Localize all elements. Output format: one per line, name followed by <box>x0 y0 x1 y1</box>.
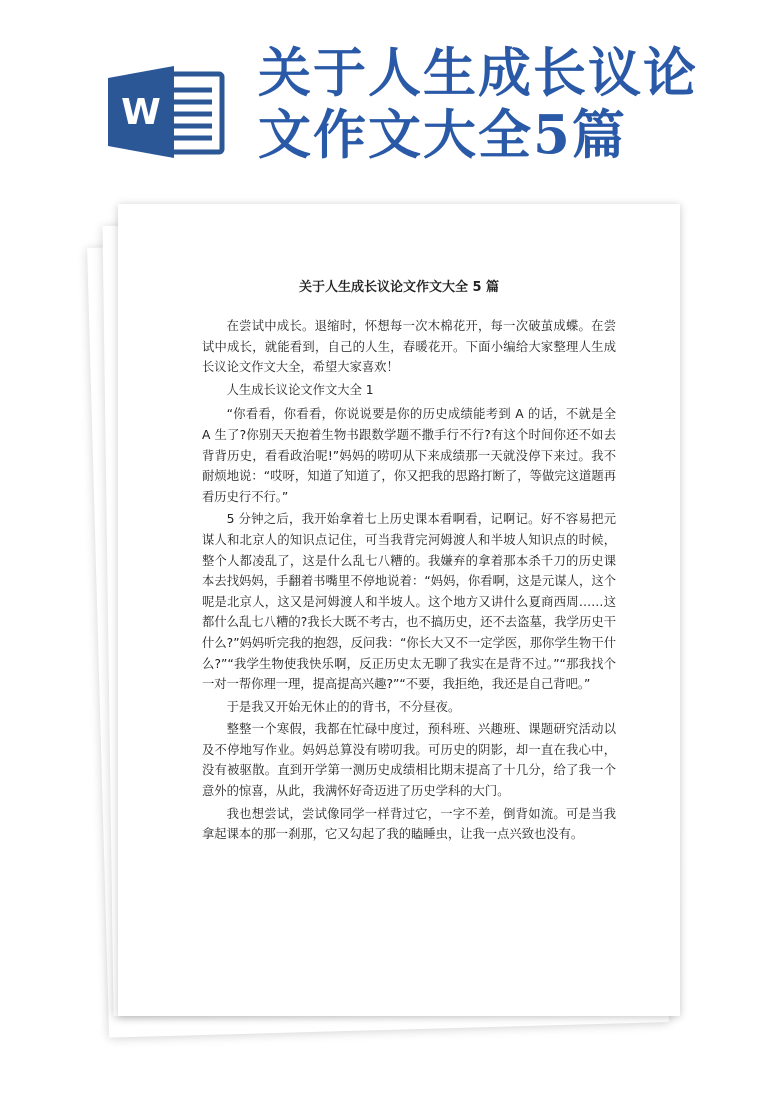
paragraph: “你看看，你看看，你说说要是你的历史成绩能考到 A 的话，不就是全 A 生了?你别天天抱着生物书跟数学题不撒手行不行?有这个时间你还不如去背背历史，看看政治呢!”妈妈的唠叨从下来成绩那一天就没停下来过。我不耐烦地说：“哎呀，知道了知道了，你又把我的思路打断了，等做完这道题再看历史行不行。” <box>202 407 616 504</box>
section-heading: 人生成长议论文作文大全 1 <box>226 382 374 397</box>
paragraph: 我也想尝试，尝试像同学一样背过它，一字不差，倒背如流。可是当我拿起课本的那一刹那，它又勾起了我的瞌睡虫，让我一点兴致也没有。 <box>202 806 616 842</box>
word-logo-icon <box>108 64 226 160</box>
banner-title <box>258 42 738 166</box>
document-title: 关于人生成长议论文作文大全 5 篇 <box>298 280 500 295</box>
paragraph: 于是我又开始无休止的的背书，不分昼夜。 <box>226 699 461 714</box>
paragraph: 5 分钟之后，我开始拿着七上历史课本看啊看，记啊记。好不容易把元谋人和北京人的知识点记住，可当我背完河姆渡人和半坡人知识点的时候，整个人都凌乱了，这是什么乱七八糟的。我嫌弃的拿着那本杀千刀的历史课本去找妈妈，手翻着书嘴里不停地说着：“妈妈，你看啊，这是元谋人，这个呢是北京人，这又是河姆渡人和半坡人。这个地方又讲什么夏商西周……这都什么乱七八糟的?我长大既不考古，也不搞历史，还不去盗墓，我学历史干什么?”妈妈听完我的抱怨，反问我：“你长大又不一定学医，那你学生物干什么?”“我学生物使我快乐啊，反正历史太无聊了我实在是背不过。”“那我找个一对一帮你理一理，提高提高兴趣?”“不要，我拒绝，我还是自己背吧。” <box>202 512 616 692</box>
document-body <box>202 316 616 847</box>
svg-text:W: W <box>121 92 161 133</box>
document-page <box>118 204 680 1016</box>
paragraph: 整整一个寒假，我都在忙碌中度过，预科班、兴趣班、课题研究活动以及不停地写作业。妈妈总算没有唠叨我。可历史的阴影，却一直在我心中，没有被驱散。直到开学第一测历史成绩相比期末提高了十几分，给了我一个意外的惊喜，从此，我满怀好奇迈进了历史学科的大门。 <box>202 722 616 799</box>
banner-title-line-1: 关于人生成长议论 <box>258 42 698 104</box>
paragraph-intro: 在尝试中成长。退缩时，怀想每一次木棉花开，每一次破茧成蝶。在尝试中成长，就能看到，自己的人生，春暖花开。下面小编给大家整理人生成长议论文作文大全，希望大家喜欢！ <box>202 319 616 375</box>
banner-title-line-2: 文作文大全5篇 <box>258 104 627 166</box>
